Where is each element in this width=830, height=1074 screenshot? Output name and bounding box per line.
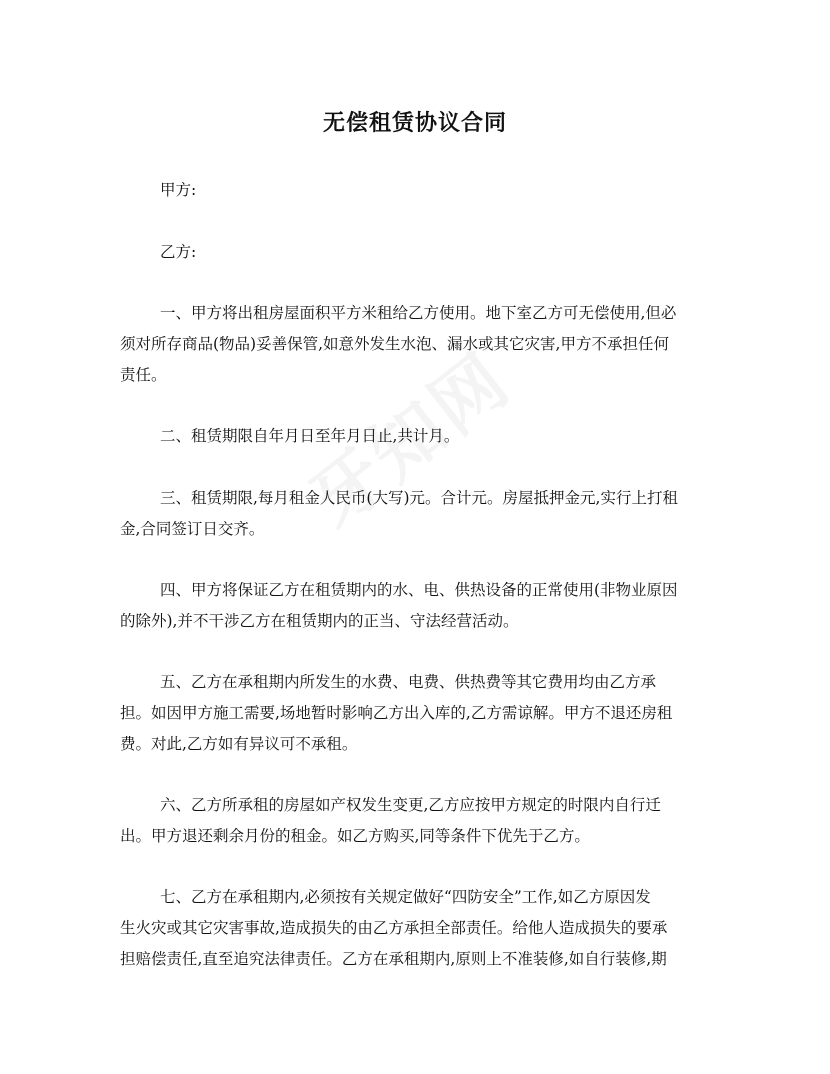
clause-1-line-1: 一、甲方将出租房屋面积平方米租给乙方使用。地下室乙方可无偿使用,但必	[160, 304, 677, 322]
party-b-label: 乙方:	[160, 243, 197, 261]
clause-7-line-3: 担赔偿责任,直至追究法律责任。乙方在承租期内,原则上不准装修,如自行装修,期	[120, 950, 667, 968]
clause-2-line-1: 二、租赁期限自年月日至年月日止,共计月。	[160, 427, 460, 445]
clause-7-line-2: 生火灾或其它灾害事故,造成损失的由乙方承担全部责任。给他人造成损失的要承	[120, 919, 668, 937]
clause-4-line-2: 的除外),并不干涉乙方在租赁期内的正当、守法经营活动。	[120, 612, 519, 630]
clause-1-line-3: 责任。	[120, 366, 167, 384]
clause-5-line-1: 五、乙方在承租期内所发生的水费、电费、供热费等其它费用均由乙方承	[160, 673, 657, 691]
clause-5-line-2: 担。如因甲方施工需要,场地暂时影响乙方出入库的,乙方需谅解。甲方不退还房租	[120, 704, 673, 722]
clause-1-line-2: 须对所存商品(物品)妥善保管,如意外发生水泡、漏水或其它灾害,甲方不承担任何	[120, 335, 669, 353]
clause-3-line-2: 金,合同签订日交齐。	[120, 520, 265, 538]
clause-6-line-2: 出。甲方退还剩余月份的租金。如乙方购买,同等条件下优先于乙方。	[120, 827, 590, 845]
clause-6-line-1: 六、乙方所承租的房屋如产权发生变更,乙方应按甲方规定的时限内自行迁	[160, 796, 661, 814]
clause-3-line-1: 三、租赁期限,每月租金人民币(大写)元。合计元。房屋抵押金元,实行上打租	[160, 489, 678, 507]
document-title: 无偿租赁协议合同	[322, 110, 507, 136]
clause-7-line-1: 七、乙方在承租期内,必须按有关规定做好“四防安全”工作,如乙方原因发	[160, 888, 651, 906]
clause-4-line-1: 四、甲方将保证乙方在租赁期内的水、电、供热设备的正常使用(非物业原因	[160, 581, 678, 599]
clause-5-line-3: 费。对此,乙方如有异议可不承租。	[120, 735, 358, 753]
party-a-label: 甲方:	[160, 181, 197, 199]
